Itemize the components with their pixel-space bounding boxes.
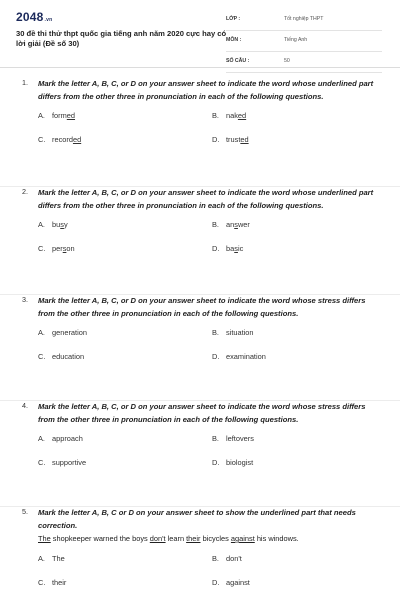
sentence-text: learn (165, 534, 187, 543)
answer-options (38, 328, 380, 376)
option-text: education (52, 352, 85, 361)
underlined-part: ed (237, 111, 247, 120)
question-number: 5. (22, 507, 28, 516)
underlined-part: their (186, 534, 201, 543)
answer-option-a[interactable] (38, 220, 68, 229)
option-text: supportive (52, 458, 87, 467)
answer-option-b[interactable] (212, 434, 254, 443)
question-instruction: Mark the letter A, B, C or D on your answer sheet to show the underlined part that needs correction. (38, 508, 356, 530)
answer-option-c[interactable] (38, 352, 84, 361)
option-text-rest: ic (237, 244, 244, 253)
option-text: trust (226, 135, 241, 144)
underlined-part: s (234, 244, 238, 253)
question-1 (0, 78, 400, 186)
option-letter: A. (38, 111, 45, 120)
option-text: approach (52, 434, 83, 443)
question-number: 1. (22, 78, 28, 87)
option-letter: C. (38, 352, 46, 361)
option-letter: D. (212, 244, 220, 253)
document-header (0, 0, 400, 66)
option-letter: D. (212, 458, 220, 467)
meta-row-count (226, 55, 382, 73)
question-list (0, 78, 400, 612)
header-divider (0, 67, 400, 68)
option-letter: C. (38, 577, 46, 587)
option-text: situation (226, 328, 254, 337)
question-4 (0, 401, 400, 506)
underlined-part: s (60, 220, 64, 229)
answer-options (38, 434, 380, 482)
question-instruction: Mark the letter A, B, C, or D on your answer sheet to indicate the word whose stress differs from the other three in pronunciation in each of the following questions. (38, 296, 366, 318)
underlined-part: ed (72, 135, 82, 144)
option-letter: B. (212, 111, 219, 120)
question-5 (0, 507, 400, 612)
answer-option-c[interactable] (38, 244, 75, 253)
answer-option-c[interactable] (38, 578, 66, 587)
option-text: nak (226, 111, 238, 120)
answer-option-d[interactable] (212, 135, 249, 144)
option-letter: D. (212, 135, 220, 144)
option-letter: C. (38, 244, 46, 253)
answer-option-d[interactable] (212, 578, 250, 587)
answer-option-d[interactable] (212, 244, 243, 253)
question-3 (0, 295, 400, 400)
underlined-part: against (230, 534, 255, 543)
option-letter: B. (212, 220, 219, 229)
answer-option-d[interactable] (212, 458, 253, 467)
answer-option-c[interactable] (38, 135, 81, 144)
answer-option-b[interactable] (212, 220, 250, 229)
option-text: ba (226, 244, 235, 253)
question-instruction: Mark the letter A, B, C, or D on your answer sheet to indicate the word whose underlined part differs from the other three in pronunciation in each of the following questions. (38, 188, 374, 210)
meta-row-class (226, 13, 382, 31)
meta-label: SỐ CÂU : (226, 58, 250, 64)
option-text: don't (226, 553, 242, 563)
option-letter: D. (212, 352, 220, 361)
answer-option-b[interactable] (212, 328, 254, 337)
answer-option-a[interactable] (38, 111, 75, 120)
question-number: 3. (22, 295, 28, 304)
document-title: 30 đề thi thử thpt quốc gia tiếng anh năm 2020 cực hay có lời giải (Đề số 30) (16, 29, 227, 48)
meta-row-subject (226, 34, 382, 52)
option-letter: A. (38, 328, 45, 337)
underlined-part: don't (149, 534, 166, 543)
option-text: The (52, 553, 65, 563)
answer-option-b[interactable] (212, 111, 246, 120)
option-text-rest: wer (237, 220, 250, 229)
question-number: 2. (22, 187, 28, 196)
option-text-rest: y (63, 220, 68, 229)
underlined-part: ed (240, 135, 249, 144)
option-text: record (52, 135, 73, 144)
meta-value: 50 (284, 58, 290, 64)
site-logo[interactable]: 2048.vn (16, 10, 53, 24)
answer-options (38, 554, 380, 602)
sentence-text: bicycles (200, 534, 231, 543)
option-text: examination (226, 352, 266, 361)
option-text: leftovers (226, 434, 254, 443)
answer-option-c[interactable] (38, 458, 86, 467)
answer-options (38, 111, 380, 159)
question-number: 4. (22, 401, 28, 410)
answer-option-a[interactable] (38, 434, 83, 443)
answer-option-a[interactable] (38, 554, 65, 563)
option-text: against (226, 577, 250, 587)
option-text: their (52, 577, 67, 587)
answer-option-b[interactable] (212, 554, 242, 563)
option-text: an (226, 220, 235, 229)
question-instruction: Mark the letter A, B, C, or D on your answer sheet to indicate the word whose stress differs from the other three in pronunciation in each of the following questions. (38, 402, 366, 424)
option-text-rest: on (66, 244, 75, 253)
sentence-text: his windows. (254, 534, 299, 543)
option-letter: A. (38, 553, 45, 563)
question-2 (0, 187, 400, 294)
option-letter: B. (212, 328, 219, 337)
option-letter: B. (212, 553, 219, 563)
option-letter: D. (212, 577, 220, 587)
option-text: bu (52, 220, 61, 229)
meta-value: Tiếng Anh (284, 37, 308, 43)
answer-options (38, 220, 380, 268)
answer-option-a[interactable] (38, 328, 87, 337)
option-text: biologist (226, 458, 254, 467)
answer-option-d[interactable] (212, 352, 266, 361)
option-letter: C. (38, 458, 46, 467)
option-letter: B. (212, 434, 219, 443)
underlined-part: ed (66, 111, 76, 120)
question-sentence (38, 533, 380, 546)
option-text: form (52, 111, 67, 120)
meta-value: Tốt nghiệp THPT (284, 16, 324, 22)
meta-label: MÔN : (226, 37, 242, 43)
question-instruction: Mark the letter A, B, C, or D on your answer sheet to indicate the word whose underlined part differs from the other three in pronunciation in each of the following questions. (38, 79, 374, 101)
option-text: per (52, 244, 63, 253)
underlined-part: s (62, 244, 67, 253)
option-letter: A. (38, 220, 45, 229)
option-letter: A. (38, 434, 45, 443)
underlined-part: The (38, 534, 51, 543)
option-letter: C. (38, 135, 46, 144)
option-text: generation (52, 328, 87, 337)
meta-label: LỚP : (226, 16, 241, 22)
underlined-part: s (234, 220, 238, 229)
sentence-text: shopkeeper warned the boys (50, 534, 150, 543)
